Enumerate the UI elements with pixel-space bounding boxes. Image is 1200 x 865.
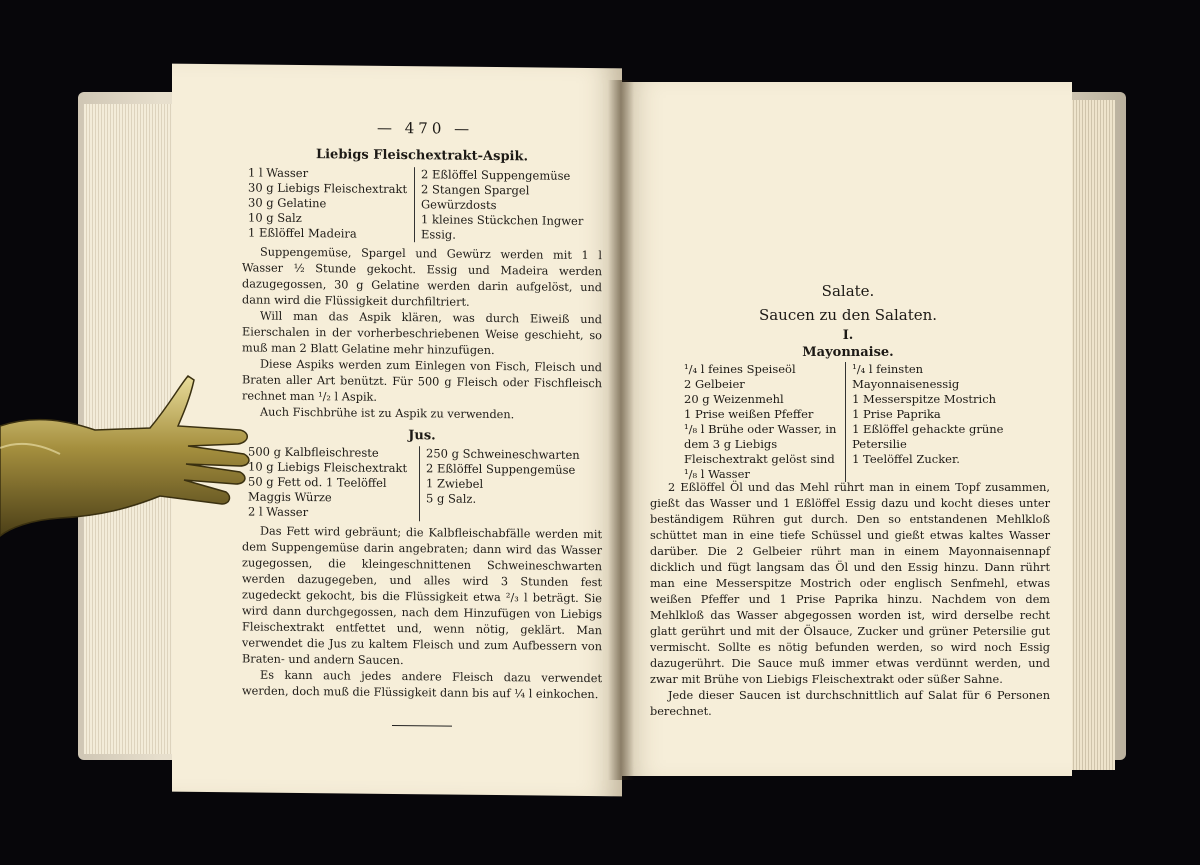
roman-numeral: I. [842, 328, 854, 343]
aspik-paragraph: Suppengemüse, Spargel und Gewürz werden mit 1 l Wasser ½ Stunde gekocht. Essig und Madeira werden dazugegossen, 30 g Gelatine werden darin aufgelöst, und dann wird die Flüssigkeit durchfiltriert. [242, 245, 602, 309]
ingredient: 2 Stangen Spargel [421, 182, 530, 198]
ingredient: 10 g Liebigs Fleischextrakt [248, 459, 408, 476]
mayonnaise-ingredients [678, 362, 1018, 482]
brass-hand-clip-icon [0, 368, 250, 543]
jus-title: Jus. [408, 428, 436, 444]
section-subtitle: Saucen zu den Salaten. [758, 306, 938, 324]
ingredient: 1 Prise weißen Pfeffer [684, 407, 814, 421]
ingredient: 1 Eßlöffel gehackte grüne Petersilie [852, 422, 1004, 451]
ingredient: 1 kleines Stückchen Ingwer [421, 212, 584, 228]
mayonnaise-ingredients-right [845, 362, 1018, 482]
ingredient: 250 g Schweineschwarten [426, 446, 580, 462]
aspik-ingredients [242, 165, 602, 244]
aspik-paragraph: Auch Fischbrühe ist zu Aspik zu verwenden. [260, 405, 515, 422]
ingredient: 2 Eßlöffel Suppengemüse [426, 461, 576, 477]
ingredient: 2 Gelbeier [684, 377, 745, 391]
book-gutter-shadow [608, 80, 634, 780]
ingredient: 1 Zwiebel [426, 476, 484, 491]
ingredient: ¹/₄ l feines Speiseöl [684, 362, 796, 376]
ingredient: 20 g Weizenmehl [684, 392, 784, 406]
ingredient: 1 Teelöffel Zucker. [852, 452, 960, 466]
ingredient: 30 g Liebigs Fleischextrakt [248, 180, 408, 197]
ingredient: ¹/₈ l Brühe oder Wasser, in dem 3 g Liebigs Fleischextrakt gelöst sind [684, 422, 837, 466]
aspik-ingredients-right [414, 167, 597, 244]
aspik-title: Liebigs Fleischextrakt-Aspik. [315, 147, 529, 165]
ingredient: ¹/₄ l feinsten Mayonnaisenessig [852, 362, 960, 391]
ingredient: 50 g Fett od. 1 Teelöffel Maggis Würze [248, 474, 387, 505]
ingredient: ¹/₈ l Wasser [684, 467, 750, 481]
ingredient: Essig. [421, 227, 456, 242]
ingredient: 1 Prise Paprika [852, 407, 941, 421]
right-page [620, 82, 1072, 776]
jus-ingredients-left [242, 444, 419, 521]
ingredient: 10 g Salz [248, 210, 302, 226]
end-rule [392, 725, 452, 727]
mayonnaise-paragraph: Jede dieser Saucen ist durchschnittlich auf Salat für 6 Personen berechnet. [650, 689, 1050, 718]
jus-ingredients-right [419, 446, 597, 523]
ingredient: 2 l Wasser [248, 504, 309, 520]
jus-paragraph: Das Fett wird gebräunt; die Kalbfleischabfälle werden mit dem Suppengemüse darin angebraten; dann wird das Wasser zugegossen, die kleingeschnittenen Schweineschwarten werden dazugegeben, und alles wird 3 Stunden fest zugedeckt gekocht, bis die Flüssigkeit etwa ²/₃ l beträgt. Sie wird dann durchgegossen, nach dem Hinzufügen von Liebigs Fleischextrakt entfettet und, wenn nötig, geklärt. Man verwendet die Jus zu kaltem Fleisch und zum Aufbessern von Braten- und andern Saucen. [242, 524, 602, 668]
mayonnaise-title: Mayonnaise. [802, 345, 894, 360]
ingredient: 1 Eßlöffel Madeira [248, 225, 357, 241]
jus-ingredients [242, 444, 602, 523]
ingredient: Gewürzdosts [421, 197, 497, 213]
aspik-paragraph: Diese Aspiks werden zum Einlegen von Fisch, Fleisch und Braten aller Art benützt. Für 500 g Fleisch oder Fischfleisch rechnet man ¹/₂ l Aspik. [242, 357, 602, 404]
ingredient: 5 g Salz. [426, 491, 477, 506]
aspik-paragraph: Will man das Aspik klären, was durch Eiweiß und Eierschalen in der vorherbeschriebenen Weise geschieht, so muß man 2 Blatt Gelatine mehr hinzufügen. [242, 309, 602, 358]
ingredient: 1 l Wasser [248, 165, 309, 181]
ingredient: 1 Messerspitze Mostrich [852, 392, 997, 406]
mayonnaise-ingredients-left [678, 362, 845, 482]
ingredient: 2 Eßlöffel Suppengemüse [421, 167, 571, 183]
section-title: Salate. [821, 282, 875, 300]
jus-paragraph: Es kann auch jedes andere Fleisch dazu verwendet werden, doch muß die Flüssigkeit dann bis auf ¼ l einkochen. [242, 668, 602, 702]
ingredient: 500 g Kalbfleischreste [248, 444, 379, 460]
mayonnaise-paragraph: 2 Eßlöffel Öl und das Mehl rührt man in einem Topf zusammen, gießt das Wasser und 1 Eßlöffel Essig dazu und kocht dieses unter beständigem Rühren gut durch. Den so entstandenen Mehlkloß schüttet man in eine tiefe Schüssel und gießt etwas kaltes Wasser darüber. Die 2 Gelbeier rührt man in einem Mayonnaisennapf dicklich und fügt langsam das Öl und den Essig hinzu. Dann rührt man eine Messerspitze Mostrich oder englisch Senfmehl, etwas weißen Pfeffer und 1 Prise Paprika hinzu. Nachdem von dem Mehlkloß das Wasser abgegossen worden ist, wird derselbe recht glatt gerührt und mit der Ölsauce, Zucker und grüner Petersilie gut vermischt. Sollte es nötig befunden werden, so wird noch Essig dazugerührt. Die Sauce muß immer etwas verdünnt werden, und zwar mit Brühe von Liebigs Fleischextrakt oder süßer Sahne. [650, 481, 1050, 686]
ingredient: 30 g Gelatine [248, 195, 327, 211]
page-edges-right [1065, 100, 1115, 770]
aspik-ingredients-left [242, 165, 414, 242]
page-number: — 470 — [377, 118, 474, 138]
